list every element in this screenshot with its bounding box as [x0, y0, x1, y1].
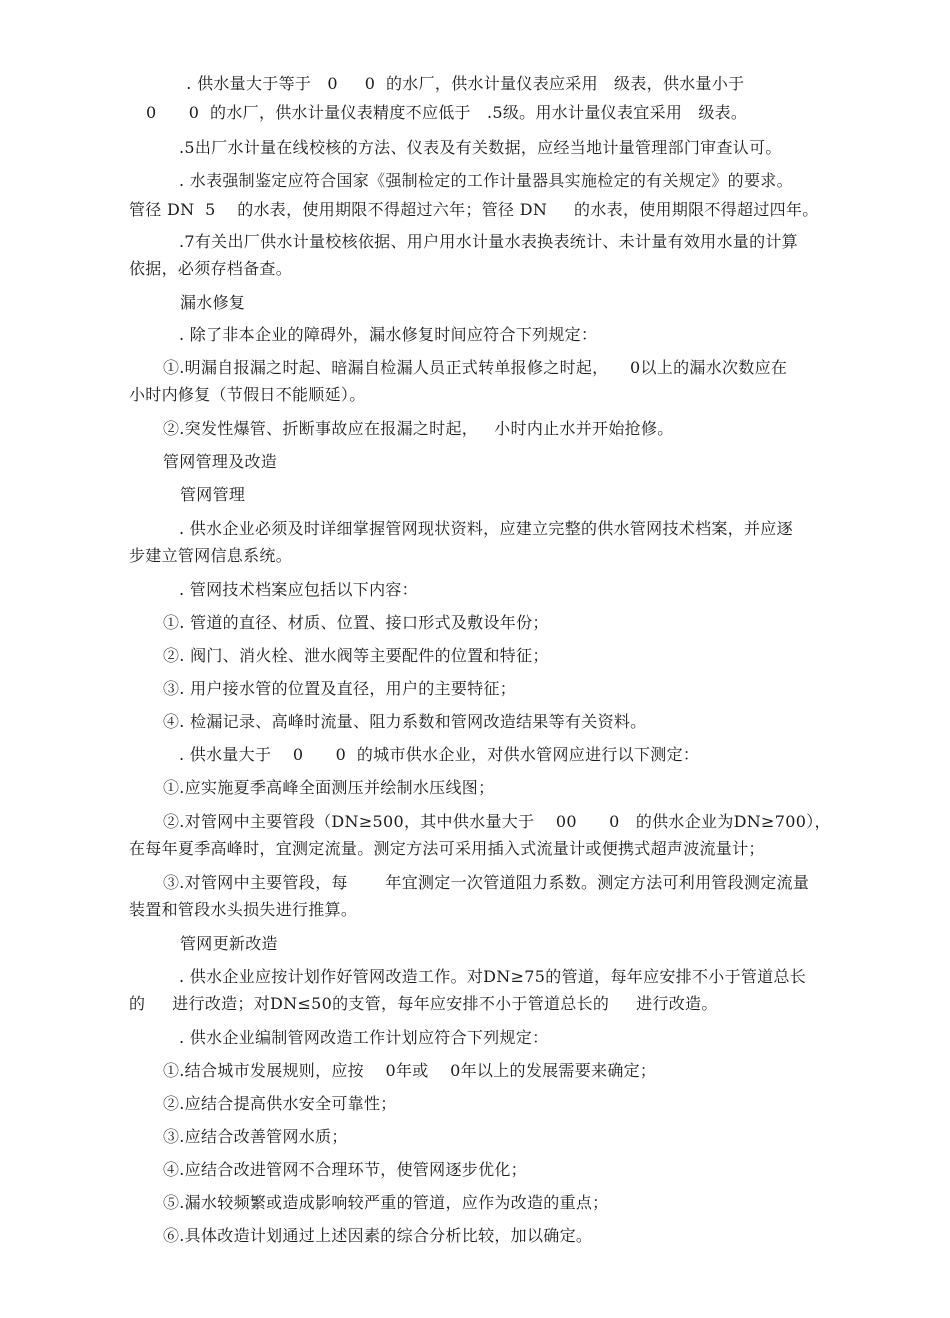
text-line: 装置和管段水头损失进行推算。 — [129, 900, 358, 919]
text-line: . 水表强制鉴定应符合国家《强制检定的工作计量器具实施检定的有关规定》的要求。 — [179, 171, 793, 190]
list-item: ①.结合城市发展规则，应按 0年或 0年以上的发展需要来确定； — [163, 1061, 657, 1080]
text-line: 在每年夏季高峰时，宜测定流量。测定方法可采用插入式流量计或便携式超声波流量计； — [129, 839, 765, 858]
text-line: 步建立管网信息系统。 — [129, 546, 293, 565]
list-item: ①.应实施夏季高峰全面测压并绘制水压线图； — [163, 778, 495, 797]
text-line: . 除了非本企业的障碍外，漏水修复时间应符合下列规定： — [179, 325, 598, 344]
subsection-heading: 管网更新改造 — [180, 934, 278, 953]
list-item: ②.对管网中主要管段（DN≥500，其中供水量大于 00 0 的供水企业为DN≥700）， — [163, 812, 831, 831]
text-line: 的 进行改造；对DN≤50的支管，每年应安排不小于管道总长的 进行改造。 — [129, 994, 718, 1013]
list-item: ②.应结合提高供水安全可靠性； — [163, 1094, 397, 1113]
list-item: ①.明漏自报漏之时起、暗漏自检漏人员正式转单报修之时起， 0以上的漏水次数应在 — [163, 358, 788, 377]
list-item: ②.突发性爆管、折断事故应在报漏之时起， 小时内止水并开始抢修。 — [163, 419, 674, 438]
text-line: . 供水量大于 0 0 的城市供水企业，对供水管网应进行以下测定： — [179, 745, 700, 764]
text-line: . 供水企业必须及时详细掌握管网现状资料，应建立完整的供水管网技术档案，并应逐 — [179, 519, 793, 538]
text-line: . 供水企业应按计划作好管网改造工作。对DN≥75的管道，每年应安排不小于管道总长 — [179, 967, 807, 986]
text-line: . 供水企业编制管网改造工作计划应符合下列规定： — [179, 1028, 549, 1047]
text-line: . 供水量大于等于 0 0 的水厂，供水计量仪表应采用 级表，供水量小于 — [170, 74, 745, 93]
text-line: 0 0 的水厂，供水计量仪表精度不应低于 .5级。用水计量仪表宜采用 级表。 — [146, 103, 748, 122]
list-item: ②. 阀门、消火栓、泄水阀等主要配件的位置和特征； — [163, 646, 549, 665]
text-line: .7有关出厂供水计量校核依据、用户用水计量水表换表统计、未计量有效用水量的计算 — [179, 232, 798, 251]
text-line: 依据，必须存档备查。 — [129, 259, 293, 278]
list-item: ①. 管道的直径、材质、位置、接口形式及敷设年份； — [163, 613, 549, 632]
list-item: ⑤.漏水较频繁或造成影响较严重的管道，应作为改造的重点； — [163, 1193, 609, 1212]
section-heading: 管网管理及改造 — [163, 452, 278, 471]
subsection-heading: 管网管理 — [180, 485, 246, 504]
list-item: ④.应结合改进管网不合理环节，使管网逐步优化； — [163, 1160, 527, 1179]
list-item: ⑥.具体改造计划通过上述因素的综合分析比较，加以确定。 — [163, 1226, 593, 1245]
list-item: ③. 用户接水管的位置及直径，用户的主要特征； — [163, 679, 517, 698]
text-line: .5出厂水计量在线校核的方法、仪表及有关数据，应经当地计量管理部门审查认可。 — [179, 138, 782, 157]
text-line: 小时内修复（节假日不能顺延）。 — [129, 385, 366, 404]
list-item: ④. 检漏记录、高峰时流量、阻力系数和管网改造结果等有关资料。 — [163, 712, 647, 731]
list-item: ③.应结合改善管网水质； — [163, 1127, 348, 1146]
text-line: 管径 DN 5 的水表，使用期限不得超过六年；管径 DN 的水表，使用期限不得超过四年。 — [129, 200, 819, 219]
section-heading: 漏水修复 — [180, 293, 246, 312]
text-line: . 管网技术档案应包括以下内容： — [179, 580, 418, 599]
list-item: ③.对管网中主要管段，每 年宜测定一次管道阻力系数。测定方法可利用管段测定流量 — [163, 873, 810, 892]
